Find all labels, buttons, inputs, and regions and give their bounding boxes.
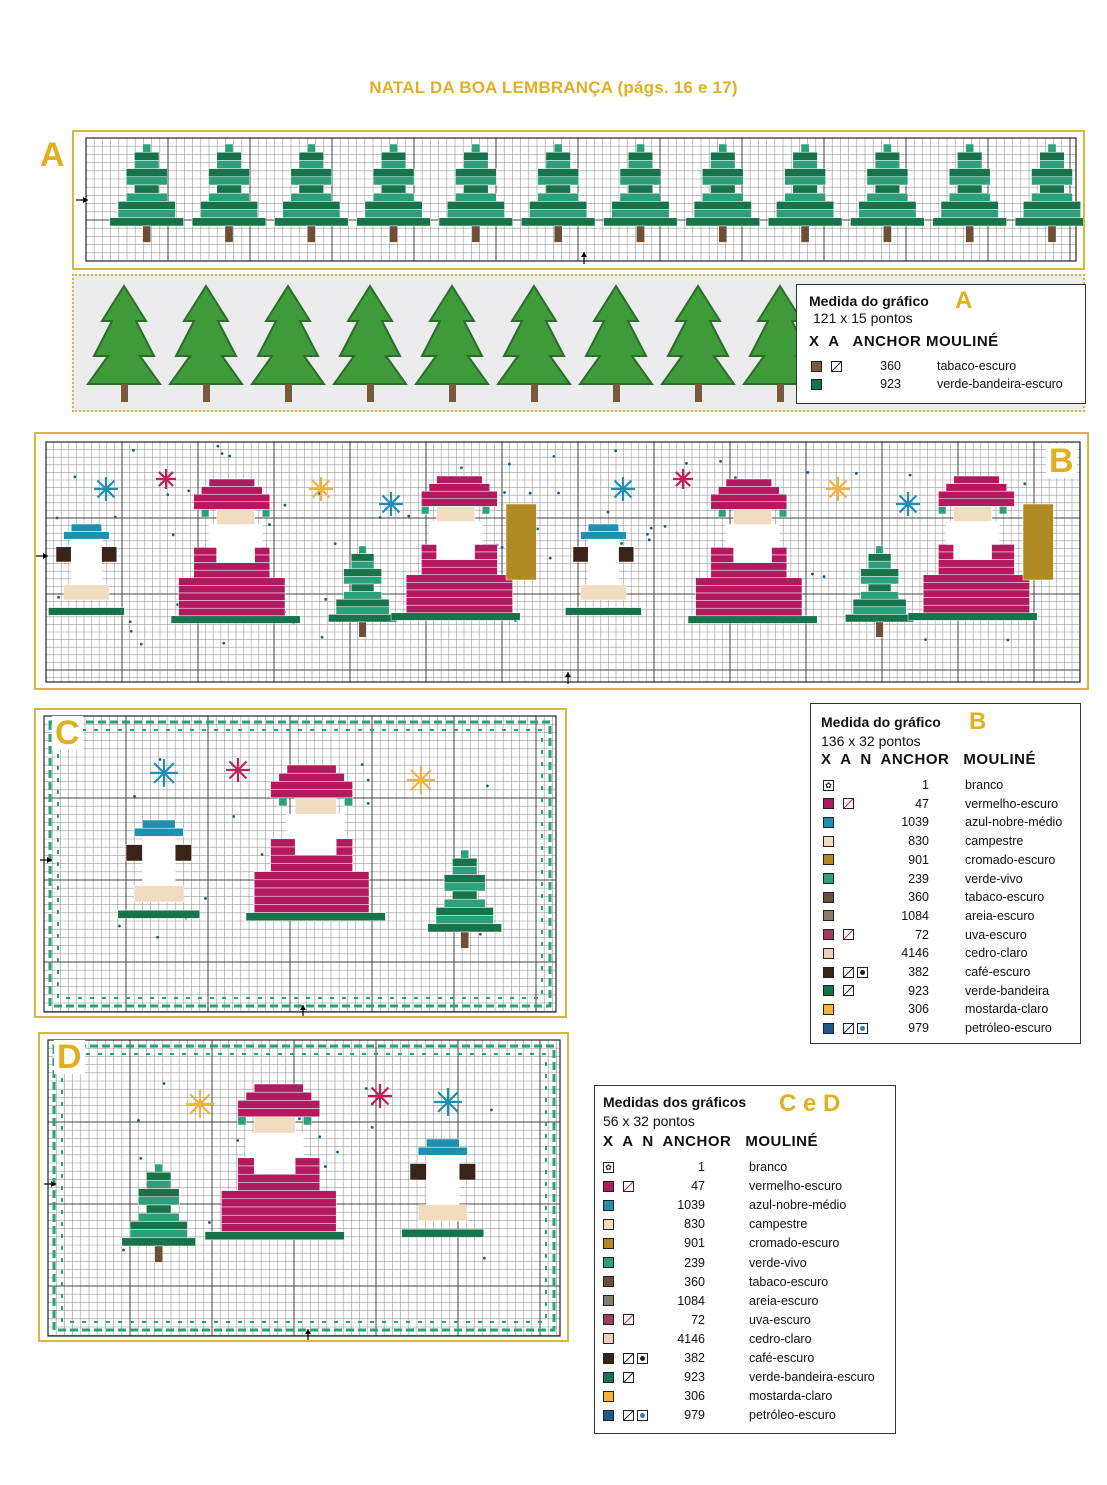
thread-code: 1084 <box>677 1293 705 1308</box>
legend-row <box>811 813 1080 831</box>
thread-name: azul-nobre-médio <box>965 815 1063 830</box>
snowman-doll <box>402 1139 484 1237</box>
color-swatch: ✿ <box>823 780 834 791</box>
pine-tree <box>274 144 348 242</box>
color-swatch <box>603 1295 614 1306</box>
gold-star-icon <box>309 477 333 501</box>
color-swatch: ✿ <box>603 1162 614 1173</box>
legend-row <box>595 1254 895 1272</box>
thread-name: café-escuro <box>749 1351 815 1365</box>
thread-name: branco <box>965 778 1004 792</box>
chart-c-frame <box>34 708 567 1018</box>
legend-cd <box>594 1085 896 1434</box>
thread-name: tabaco-escuro <box>937 359 1017 373</box>
legend-row <box>811 795 1080 813</box>
pine-tree <box>768 144 842 242</box>
legend-row <box>595 1215 895 1233</box>
legend-row <box>811 851 1080 869</box>
thread-name: verde-bandeira <box>965 983 1050 998</box>
lantern <box>1023 504 1053 580</box>
legend-a <box>796 284 1086 404</box>
pine-tree <box>851 144 925 242</box>
thread-name: verde-bandeira-escuro <box>937 377 1063 391</box>
color-swatch <box>603 1391 614 1402</box>
chart-a-grid <box>74 132 1083 268</box>
color-swatch <box>603 1219 614 1230</box>
thread-code: 923 <box>684 1370 705 1385</box>
pine-tree <box>604 144 678 242</box>
legend-cd-title: Medidas dos gráficos <box>603 1094 747 1110</box>
legend-b <box>810 703 1081 1044</box>
thread-code: 47 <box>691 1179 705 1194</box>
color-swatch <box>823 929 834 940</box>
thread-name: vermelho-escuro <box>749 1179 843 1194</box>
french-knot-symbol <box>857 967 868 978</box>
thread-name: verde-bandeira-escuro <box>749 1370 875 1385</box>
thread-name: areia-escuro <box>965 908 1035 923</box>
thread-code: 901 <box>684 1236 705 1251</box>
chart-b-frame <box>34 432 1089 690</box>
pine-tree <box>439 144 513 242</box>
thread-code: 72 <box>915 927 929 942</box>
thread-code: 1039 <box>677 1198 705 1213</box>
color-swatch <box>811 379 822 390</box>
legend-row <box>811 870 1080 888</box>
color-swatch <box>823 985 834 996</box>
thread-code: 1 <box>922 778 929 792</box>
legend-cd-header: X A N ANCHOR MOULINÉ <box>603 1133 818 1150</box>
color-swatch <box>823 1004 834 1015</box>
legend-row <box>595 1196 895 1214</box>
color-swatch <box>603 1353 614 1364</box>
pine-tree <box>428 850 502 948</box>
thread-name: uva-escuro <box>749 1312 811 1327</box>
color-swatch <box>823 967 834 978</box>
thread-name: tabaco-escuro <box>749 1274 829 1289</box>
pink-star-icon <box>673 469 693 489</box>
legend-row <box>595 1273 895 1291</box>
stitched-tree <box>334 286 406 402</box>
legend-a-size: 121 x 15 pontos <box>813 310 913 326</box>
chart-d-frame <box>38 1032 569 1342</box>
thread-name: cedro-claro <box>749 1331 812 1346</box>
legend-row <box>595 1368 895 1386</box>
color-swatch <box>603 1257 614 1268</box>
backstitch-symbol <box>843 1023 854 1034</box>
thread-name: mostarda-claro <box>965 1002 1049 1017</box>
color-swatch <box>823 892 834 903</box>
color-swatch <box>603 1181 614 1192</box>
color-swatch <box>823 817 834 828</box>
thread-code: 923 <box>880 377 901 391</box>
backstitch-symbol <box>623 1181 634 1192</box>
legend-b-size: 136 x 32 pontos <box>821 733 921 749</box>
legend-row <box>811 982 1080 1000</box>
backstitch-symbol <box>623 1372 634 1383</box>
chart-c-grid <box>36 710 565 1016</box>
legend-row <box>811 944 1080 962</box>
thread-code: 47 <box>915 796 929 811</box>
pink-star-icon <box>156 469 176 489</box>
legend-row <box>595 1234 895 1252</box>
thread-name: tabaco-escuro <box>965 890 1045 905</box>
thread-name: cromado-escuro <box>965 852 1056 867</box>
pine-tree <box>686 144 760 242</box>
legend-cd-letter: C e D <box>779 1090 841 1117</box>
color-swatch <box>603 1238 614 1249</box>
color-swatch <box>823 1023 834 1034</box>
backstitch-symbol <box>843 967 854 978</box>
thread-code: 830 <box>908 834 929 849</box>
color-swatch <box>823 910 834 921</box>
legend-row <box>811 907 1080 925</box>
pine-tree <box>192 144 266 242</box>
section-b-label: B <box>1046 444 1077 478</box>
thread-name: petróleo-escuro <box>965 1021 1052 1036</box>
legend-row <box>797 357 1085 375</box>
color-swatch <box>823 854 834 865</box>
santa-figure <box>205 1084 344 1240</box>
legend-row <box>595 1292 895 1310</box>
thread-name: petróleo-escuro <box>749 1408 836 1423</box>
gold-star-icon <box>186 1090 214 1118</box>
legend-row <box>595 1158 895 1176</box>
french-knot-symbol <box>857 1023 868 1034</box>
legend-b-header: X A N ANCHOR MOULINÉ <box>821 751 1036 768</box>
section-d-label: D <box>54 1040 85 1074</box>
french-knot-symbol <box>637 1353 648 1364</box>
backstitch-symbol <box>623 1353 634 1364</box>
thread-code: 239 <box>908 871 929 886</box>
color-swatch <box>603 1410 614 1421</box>
thread-code: 382 <box>684 1351 705 1365</box>
color-swatch <box>603 1200 614 1211</box>
thread-code: 360 <box>880 359 901 373</box>
chart-a-frame <box>72 130 1085 270</box>
thread-name: azul-nobre-médio <box>749 1198 847 1213</box>
legend-row <box>595 1311 895 1329</box>
legend-b-letter: B <box>969 708 987 735</box>
color-swatch <box>603 1372 614 1383</box>
stitched-tree <box>88 286 160 402</box>
legend-row <box>811 832 1080 850</box>
pine-tree <box>328 546 396 637</box>
chart-d-grid <box>40 1034 567 1340</box>
snowflake-icon <box>94 477 118 501</box>
thread-code: 901 <box>908 852 929 867</box>
thread-name: vermelho-escuro <box>965 796 1059 811</box>
snowflake-icon <box>434 1088 462 1116</box>
section-c-label: C <box>52 716 83 750</box>
pine-tree <box>110 144 184 242</box>
color-swatch <box>823 836 834 847</box>
pink-star-icon <box>226 758 250 782</box>
legend-row <box>811 1019 1080 1037</box>
stitched-tree <box>498 286 570 402</box>
color-swatch <box>603 1333 614 1344</box>
thread-code: 382 <box>908 965 929 979</box>
color-swatch <box>823 873 834 884</box>
pine-tree <box>845 546 913 637</box>
thread-code: 4146 <box>677 1331 705 1346</box>
thread-code: 239 <box>684 1255 705 1270</box>
backstitch-symbol <box>831 361 842 372</box>
legend-row <box>811 926 1080 944</box>
legend-cd-size: 56 x 32 pontos <box>603 1113 695 1129</box>
stitched-tree <box>580 286 652 402</box>
legend-a-letter: A <box>955 287 973 314</box>
legend-row <box>595 1330 895 1348</box>
chart-b-grid <box>36 434 1087 688</box>
stitched-tree <box>252 286 324 402</box>
legend-a-title: Medida do gráfico <box>809 293 929 309</box>
legend-row <box>811 1000 1080 1018</box>
thread-name: campestre <box>965 834 1024 849</box>
french-knot-symbol <box>637 1410 648 1421</box>
santa-figure <box>246 765 385 921</box>
thread-code: 979 <box>684 1408 705 1423</box>
legend-row <box>811 776 1080 794</box>
thread-name: areia-escuro <box>749 1293 819 1308</box>
snowflake-icon <box>611 477 635 501</box>
stitched-tree <box>662 286 734 402</box>
thread-name: café-escuro <box>965 965 1031 979</box>
legend-row <box>811 963 1080 981</box>
pine-tree <box>122 1164 196 1262</box>
lantern <box>506 504 536 580</box>
backstitch-symbol <box>843 985 854 996</box>
pine-tree <box>1015 144 1083 242</box>
backstitch-symbol <box>623 1314 634 1325</box>
stitched-tree <box>416 286 488 402</box>
gold-star-icon <box>407 766 435 794</box>
thread-code: 830 <box>684 1217 705 1232</box>
legend-row <box>595 1177 895 1195</box>
pine-tree <box>521 144 595 242</box>
thread-name: cromado-escuro <box>749 1236 840 1251</box>
thread-name: branco <box>749 1160 788 1174</box>
legend-b-title: Medida do gráfico <box>821 714 941 730</box>
thread-name: cedro-claro <box>965 946 1028 961</box>
backstitch-symbol <box>623 1410 634 1421</box>
backstitch-symbol <box>843 798 854 809</box>
thread-code: 306 <box>908 1002 929 1017</box>
thread-code: 1 <box>698 1160 705 1174</box>
pine-tree <box>357 144 431 242</box>
thread-name: campestre <box>749 1217 808 1232</box>
stitched-tree <box>170 286 242 402</box>
legend-row <box>595 1349 895 1367</box>
thread-code: 360 <box>684 1274 705 1289</box>
color-swatch <box>811 361 822 372</box>
gold-star-icon <box>826 477 850 501</box>
backstitch-symbol <box>843 929 854 940</box>
color-swatch <box>603 1276 614 1287</box>
thread-name: verde-vivo <box>965 871 1023 886</box>
legend-a-header: X A ANCHOR MOULINÉ <box>809 333 999 350</box>
pink-star-icon <box>368 1084 392 1108</box>
legend-row <box>595 1387 895 1405</box>
thread-code: 923 <box>908 983 929 998</box>
thread-code: 979 <box>908 1021 929 1036</box>
thread-code: 1039 <box>901 815 929 830</box>
legend-row <box>595 1406 895 1424</box>
thread-code: 306 <box>684 1389 705 1404</box>
snowflake-icon <box>896 492 920 516</box>
color-swatch <box>823 948 834 959</box>
color-swatch <box>823 798 834 809</box>
thread-code: 1084 <box>901 908 929 923</box>
legend-row <box>797 375 1085 393</box>
section-a-label: A <box>40 136 65 174</box>
legend-row <box>811 888 1080 906</box>
color-swatch <box>603 1314 614 1325</box>
thread-name: mostarda-claro <box>749 1389 833 1404</box>
snowflake-icon <box>150 759 178 787</box>
thread-name: uva-escuro <box>965 927 1027 942</box>
pine-tree <box>933 144 1007 242</box>
snowflake-icon <box>379 492 403 516</box>
thread-code: 72 <box>691 1312 705 1327</box>
page-title: NATAL DA BOA LEMBRANÇA (págs. 16 e 17) <box>369 78 738 97</box>
thread-code: 360 <box>908 890 929 905</box>
thread-code: 4146 <box>901 946 929 961</box>
thread-name: verde-vivo <box>749 1255 807 1270</box>
